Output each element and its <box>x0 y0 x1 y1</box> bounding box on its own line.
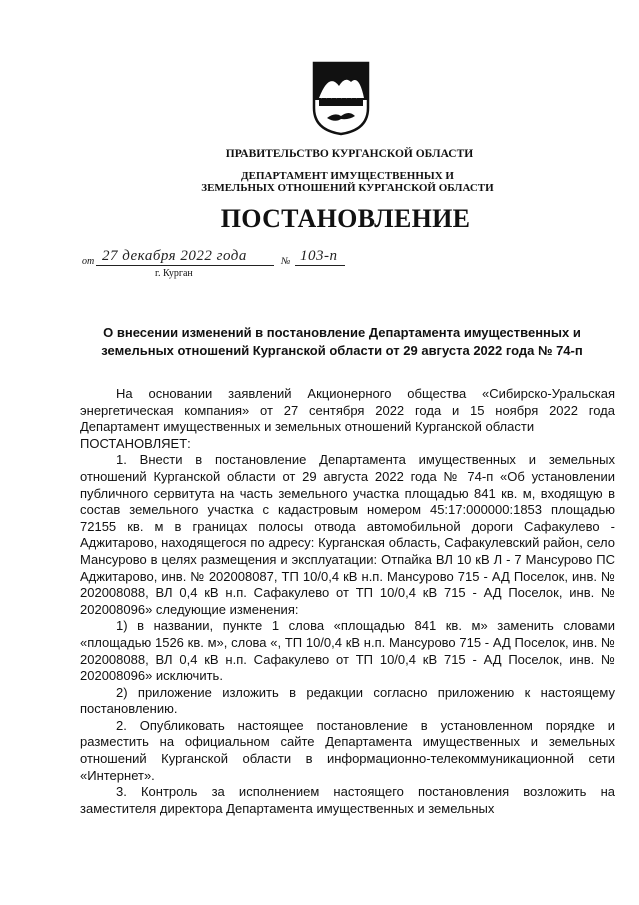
date-underline <box>96 265 274 266</box>
paragraph-3: 3. Контроль за исполнением настоящего постановления возложить на заместителя директора Департамента имущественных и земельных <box>80 784 615 816</box>
document-type-title: ПОСТАНОВЛЕНИЕ <box>220 204 471 233</box>
paragraph-1: 1. Внести в постановление Департамента имущественных и земельных отношений Курганской области от 29 августа 2022 года № 74-п «Об установлении публичного сервитута на часть земельного участка площадью 841 кв. м, входящую в состав земельного участка с кадастровым номером 45:17:000000:1853 площадью 72155 кв. м в границах полосы отвода автомобильной дороги Сафакулево - Аджитарово, находящегося по адресу: Курганская область, Сафакулевский район, село Мансурово в целях размещения и эксплуатации: Отпайка ВЛ 10 кВ Л - 7 Мансурово ПС Аджитарово, инв. № 202008087, ТП 10/0,4 кВ н.п. Мансурово 715 - АД Поселок, инв. № 202008088, ВЛ 0,4 кВ н.п. Сафакулево от ТП 10/0,4 кВ 715 - АД Поселок, инв. № 202008096» следующие изменения: <box>80 452 615 617</box>
paragraph-2: 2. Опубликовать настоящее постановление в установленном порядке и разместить на официальном сайте Департамента имущественных и земельных отношений Курганской области в информационно-телекоммуникационной сети «Интернет». <box>80 717 615 783</box>
government-title: ПРАВИТЕЛЬСТВО КУРГАНСКОЙ ОБЛАСТИ <box>225 148 474 160</box>
document-subject: О внесении изменений в постановление Департамента имущественных и земельных отношений Курганской области от 29 августа 2022 года № 74-п <box>101 325 583 358</box>
date-handwritten: 27 декабря 2022 года <box>102 248 247 264</box>
document-body <box>80 386 615 817</box>
department-title-line2: ЗЕМЕЛЬНЫХ ОТНОШЕНИЙ КУРГАНСКОЙ ОБЛАСТИ <box>201 182 494 194</box>
department-title-line1: ДЕПАРТАМЕНТ ИМУЩЕСТВЕННЫХ И <box>241 170 454 182</box>
date-label: от <box>82 256 95 267</box>
kurgan-coat-of-arms-icon <box>311 60 371 136</box>
resolves-label: ПОСТАНОВЛЯЕТ: <box>80 435 191 451</box>
number-label: № <box>281 256 291 267</box>
paragraph-1-1: 1) в названии, пункте 1 слова «площадью 841 кв. м» заменить словами «площадью 1526 кв. м», слова «, ТП 10/0,4 кВ н.п. Мансурово 715 - АД Поселок, инв. № 202008088, ВЛ 0,4 кВ н.п. Сафакулево от ТП 10/0,4 кВ 715 - АД Поселок, инв. № 202008096» исключить. <box>80 618 615 684</box>
number-handwritten: 103-п <box>300 248 338 264</box>
city-label: г. Курган <box>155 268 193 279</box>
number-underline <box>295 265 345 266</box>
intro-paragraph: На основании заявлений Акционерного общества «Сибирско-Уральская энергетическая компания» от 27 сентября 2022 года и 15 ноября 2022 года Департамент имущественных и земельных отношений Курганской области <box>80 386 615 435</box>
paragraph-1-2: 2) приложение изложить в редакции согласно приложению к настоящему постановлению. <box>80 684 615 717</box>
